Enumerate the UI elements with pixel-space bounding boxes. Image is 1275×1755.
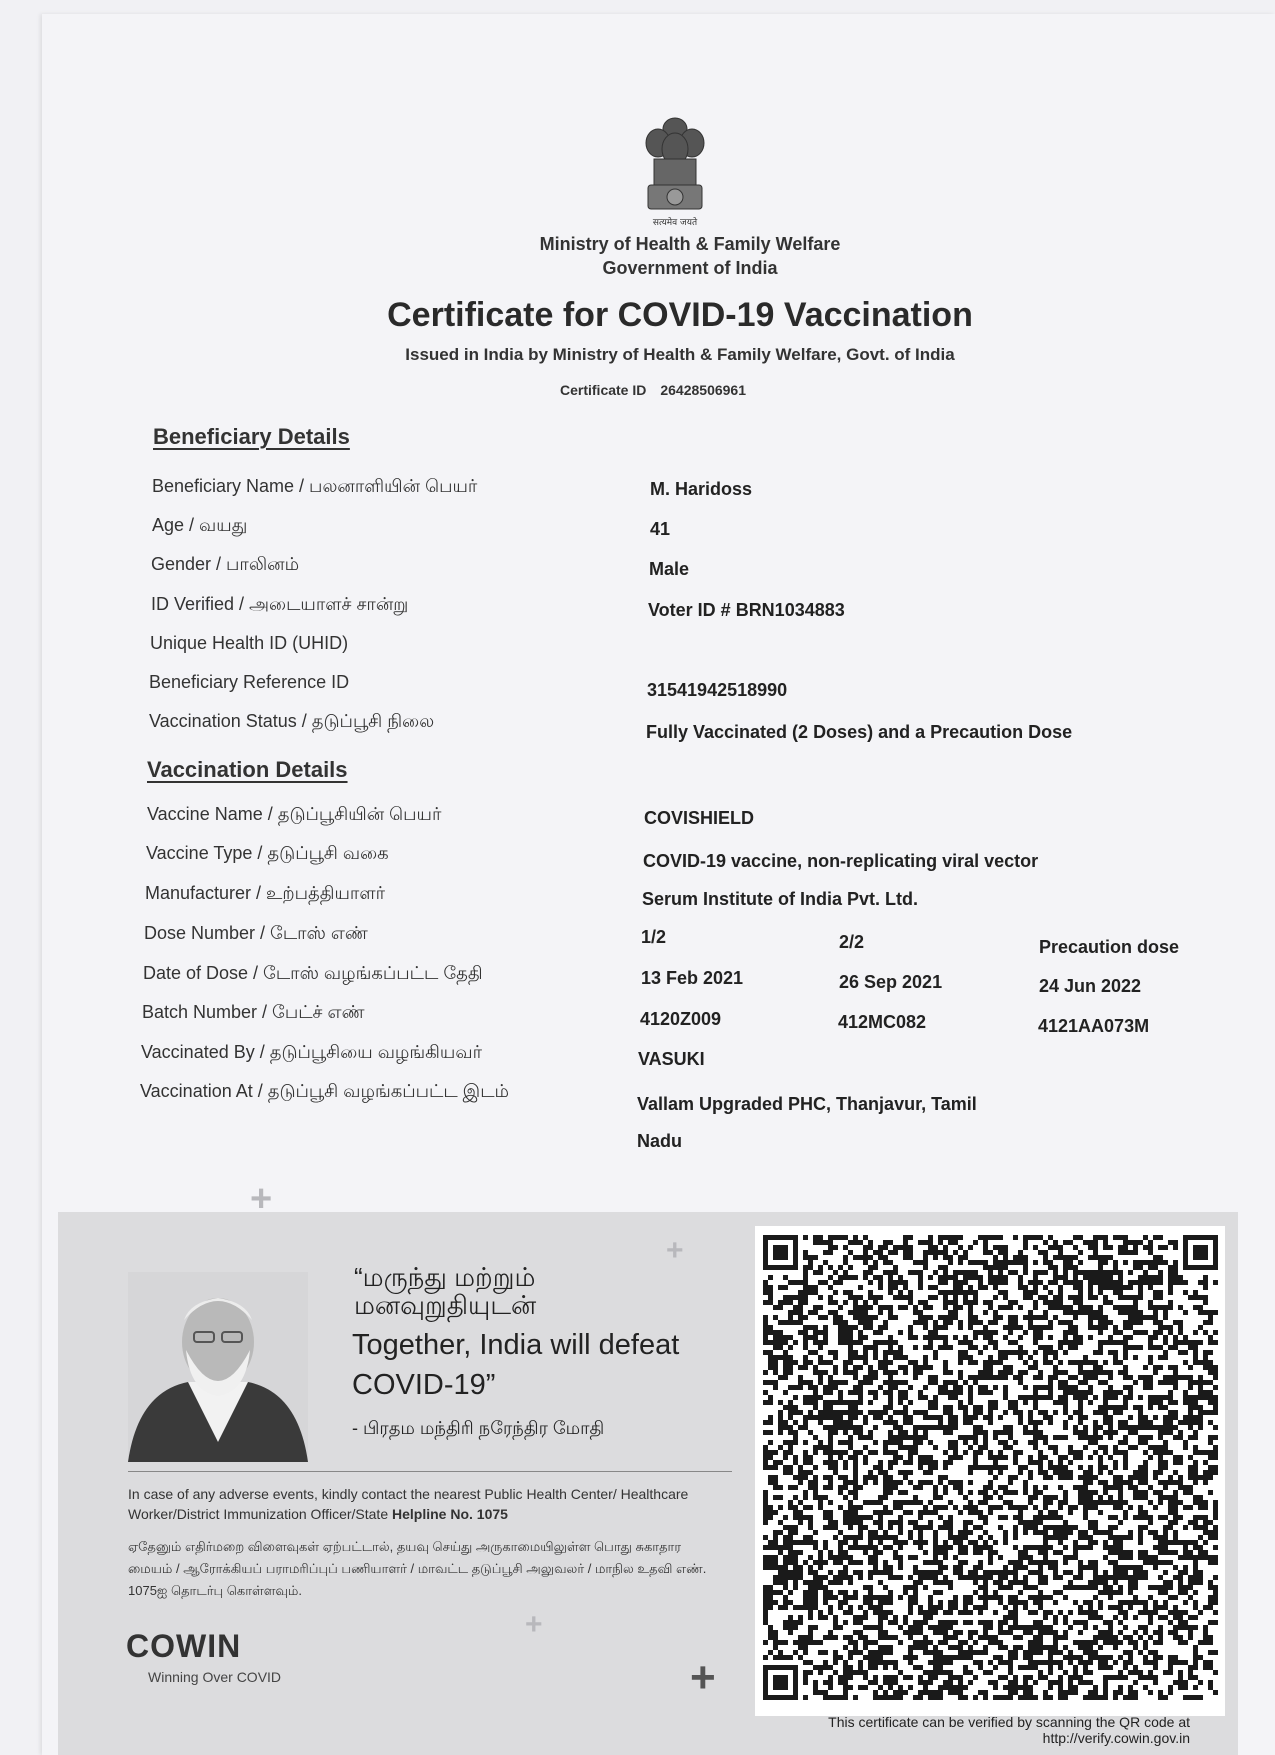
plus-decoration-icon: + [690, 1653, 716, 1702]
beneficiary-section-title: Beneficiary Details [153, 424, 350, 449]
label-batch-number: Batch Number / பேட்ச் எண் [142, 1002, 365, 1022]
certificate-title: Certificate for COVID-19 Vaccination [387, 296, 973, 334]
certificate-id-row [560, 382, 960, 398]
qr-modules [763, 1235, 1218, 1700]
label-vaccination-status: Vaccination Status / தடுப்பூசி நிலை [149, 711, 435, 731]
label-reference-id: Beneficiary Reference ID [149, 672, 350, 692]
dose-2-batch: 412MC082 [838, 1012, 927, 1032]
value-id-verified: Voter ID # BRN1034883 [648, 600, 845, 620]
helpline-number: Helpline No. 1075 [392, 1506, 508, 1522]
cowin-tagline: Winning Over COVID [148, 1669, 282, 1685]
vaccination-section-title: Vaccination Details [147, 757, 348, 782]
dose-3-number: Precaution dose [1039, 937, 1180, 957]
value-vaccinated-at-line2: Nadu [637, 1131, 682, 1151]
quote-english [352, 1325, 679, 1405]
label-beneficiary-name: Beneficiary Name / பலனாளியின் பெயர் [152, 476, 478, 496]
ministry-name: Ministry of Health & Family Welfare [539, 234, 841, 254]
quote-english-line2: COVID-19” [352, 1369, 496, 1401]
value-vaccine-name: COVISHIELD [644, 808, 755, 828]
verify-note-line1: This certificate can be verified by scanning the QR code at [828, 1714, 1190, 1730]
dose-2-number: 2/2 [839, 932, 865, 952]
emblem-motto: सत्यमेव जयते [652, 218, 698, 228]
ministry-heading [440, 232, 940, 280]
government-name: Government of India [602, 258, 778, 278]
cowin-logo-text: COWIN [126, 1628, 242, 1664]
label-vaccinated-by: Vaccinated By / தடுப்பூசியை வழங்கியவர் [141, 1042, 482, 1062]
value-vaccination-status: Fully Vaccinated (2 Doses) and a Precaution Dose [646, 722, 1073, 742]
label-vaccine-name: Vaccine Name / தடுப்பூசியின் பெயர் [147, 804, 442, 824]
issued-by: Issued in India by Ministry of Health & Family Welfare, Govt. of India [405, 345, 955, 364]
dose-1-number: 1/2 [641, 927, 667, 947]
adverse-events-text: In case of any adverse events, kindly contact the nearest Public Health Center/ Healthcare Worker/District Immunization Officer/State [128, 1486, 689, 1522]
value-vaccinated-at-line1: Vallam Upgraded PHC, Thanjavur, Tamil [637, 1094, 977, 1114]
label-vaccinated-at: Vaccination At / தடுப்பூசி வழங்கப்பட்ட இடம் [140, 1081, 509, 1101]
portrait-image [128, 1272, 308, 1462]
label-vaccine-type: Vaccine Type / தடுப்பூசி வகை [146, 843, 389, 863]
plus-decoration-icon: + [666, 1234, 684, 1267]
banner-divider [128, 1471, 732, 1472]
certificate-id-value: 26428506961 [660, 382, 747, 398]
verify-url: http://verify.cowin.gov.in [1042, 1730, 1190, 1746]
plus-decoration-icon: + [525, 1608, 543, 1641]
quote-english-line1: Together, India will defeat [352, 1329, 680, 1361]
label-id-verified: ID Verified / அடையாளச் சான்று [151, 594, 409, 614]
label-date-of-dose: Date of Dose / டோஸ் வழங்கப்பட்ட தேதி [143, 963, 483, 983]
dose-1-batch: 4120Z009 [640, 1009, 722, 1029]
verify-note [760, 1714, 1190, 1746]
label-manufacturer: Manufacturer / உற்பத்தியாளர் [145, 883, 385, 903]
dose-2-date: 26 Sep 2021 [839, 972, 943, 992]
cowin-logo [126, 1628, 241, 1665]
qr-code-icon [763, 1235, 1218, 1700]
value-manufacturer: Serum Institute of India Pvt. Ltd. [642, 889, 919, 909]
value-vaccinated-by: VASUKI [638, 1049, 705, 1069]
label-gender: Gender / பாலினம் [151, 554, 300, 574]
adverse-events-notice-tamil: ஏதேனும் எதிர்மறை விளைவுகள் ஏற்பட்டால், தயவு செய்து அருகாமையிலுள்ள பொது சுகாதார மையம் / ஆரோக்கியப் பராமரிப்புப் பணியாளர் / மாவட்ட தடுப்பூசி அலுவலர் / மாநில உதவி எண். 1075ஐ தொடர்பு கொள்ளவும். [128, 1539, 707, 1598]
national-emblem-icon [640, 115, 710, 233]
quote-tamil [354, 1263, 536, 1319]
plus-decoration-icon: + [250, 1178, 273, 1220]
value-vaccine-type: COVID-19 vaccine, non-replicating viral vector [643, 851, 1039, 871]
certificate-id-label: Certificate ID [560, 382, 647, 398]
adverse-events-notice [128, 1484, 748, 1524]
quote-tamil-line1: “மருந்து மற்றும் [354, 1262, 536, 1292]
value-reference-id: 31541942518990 [647, 680, 788, 700]
dose-1-date: 13 Feb 2021 [641, 968, 744, 988]
value-beneficiary-name: M. Haridoss [650, 479, 753, 499]
label-uhid: Unique Health ID (UHID) [150, 633, 349, 653]
label-age: Age / வயது [152, 515, 248, 535]
quote-tamil-line2: மனவுறுதியுடன் [354, 1290, 537, 1320]
value-gender: Male [649, 559, 690, 579]
value-age: 41 [650, 519, 671, 539]
quote-attribution: - பிரதம மந்திரி நரேந்திர மோதி [352, 1418, 605, 1438]
dose-3-date: 24 Jun 2022 [1039, 976, 1142, 996]
dose-3-batch: 4121AA073M [1038, 1016, 1150, 1036]
label-dose-number: Dose Number / டோஸ் எண் [144, 923, 368, 943]
